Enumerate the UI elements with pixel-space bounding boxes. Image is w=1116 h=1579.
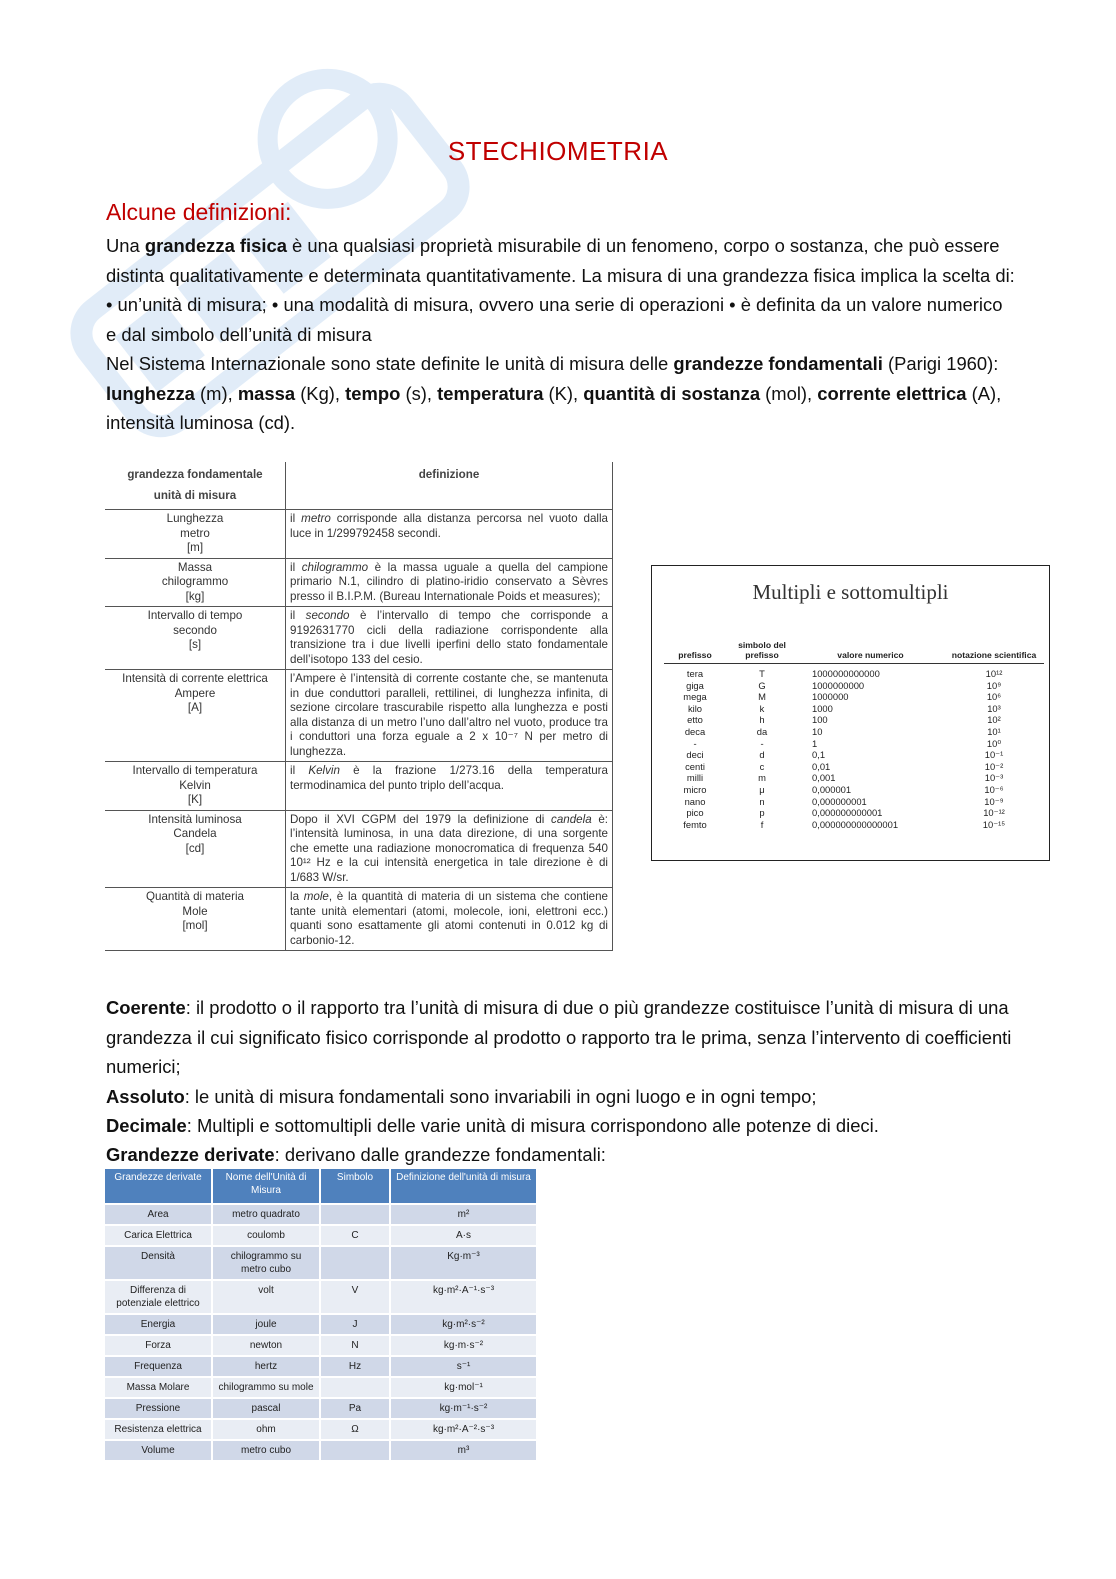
derived-row: [105, 1280, 537, 1314]
fund-sym: [s]: [188, 638, 202, 651]
fund-def-text: , è la quantità di materia di un sistema che contiene tante unità elementari (atomi, molecole, ioni, elettroni ecc.) quanti sono esattamente gli atomi contenuti in 0.012 kg di carbonio-12.: [290, 890, 608, 947]
fund-def-text: è la massa uguale a quella del campione primario N.1, cilindro di platino-iridio conservato a Sèvres presso il B.I.P.M. (Bureau Internationale Poids et measures);: [290, 560, 608, 603]
multiples-header: simbolo del prefisso: [726, 639, 798, 664]
fund-def-term: Kelvin: [308, 764, 340, 777]
fund-name: Intervallo di tempo: [147, 609, 243, 622]
fund-unit: metro: [180, 526, 210, 540]
multiples-row: [664, 784, 1044, 796]
multiples-prefix-symbol: c: [759, 760, 765, 772]
derived-symbol: C: [320, 1225, 390, 1246]
multiples-prefix-symbol: h: [759, 714, 765, 726]
derived-unit-name: newton: [212, 1335, 320, 1356]
derived-quantity: Area: [105, 1204, 212, 1225]
fund-def-term: candela: [551, 812, 592, 826]
derived-symbol: [320, 1377, 390, 1398]
multiples-prefix: kilo: [687, 702, 703, 714]
multiples-prefix: -: [693, 737, 697, 749]
fund-def-text: l’Ampere è l’intensità di corrente costante che, se mantenuta in due conduttori paralleli, rettilinei, di lunghezza infinita, di sezione circolare trascurabile rispetto alla lunghezza e posti alla distanza di un metro l’uno dall’altro nel vuoto, produce tra i conduttori una forza eguale a 2 x 10⁻⁷ N per metro di lunghezza.: [290, 672, 608, 758]
derived-symbol: [320, 1246, 390, 1280]
fund-name: Massa: [177, 560, 213, 574]
fund-row: [105, 888, 613, 951]
fund-sym: [mol]: [182, 919, 208, 932]
multiples-scientific-notation: 10²: [987, 714, 1001, 726]
derived-row: [105, 1225, 537, 1246]
derived-unit-name: joule: [212, 1314, 320, 1335]
multiples-numeric-value: 0,1: [812, 749, 826, 761]
multiples-box: [651, 565, 1050, 861]
fund-row: [105, 670, 613, 762]
fund-quantity-cell: [105, 670, 286, 762]
multiples-row: [664, 749, 1044, 761]
fund-definition-cell: [286, 510, 613, 559]
multiples-row: [664, 664, 1044, 680]
derived-quantity: Volume: [105, 1440, 212, 1460]
derived-definition: kg·m·s⁻²: [390, 1335, 537, 1356]
derived-header: Grandezze derivate: [105, 1169, 212, 1204]
fund-def-text: il: [290, 560, 302, 574]
multiples-numeric-value: 0,000000000000001: [812, 818, 899, 830]
fund-name: Intensità di corrente elettrica: [122, 672, 268, 685]
fund-row: [105, 607, 613, 670]
multiples-row: [664, 726, 1044, 738]
multiples-numeric-value: 1000000: [812, 691, 849, 703]
fund-def-term: chilogrammo: [301, 560, 369, 574]
derived-definition: m³: [390, 1440, 537, 1460]
multiples-scientific-notation: 10⁹: [986, 679, 1002, 691]
derived-definition: Kg·m⁻³: [390, 1246, 537, 1280]
fund-unit: Candela: [173, 827, 217, 840]
fund-quantity-cell: [105, 762, 286, 811]
multiples-prefix: femto: [683, 818, 707, 830]
fund-definition-cell: [286, 762, 613, 811]
derived-symbol: Hz: [320, 1356, 390, 1377]
multiples-header: valore numerico: [798, 639, 944, 664]
derived-definition: kg·m²·s⁻²: [390, 1314, 537, 1335]
derived-quantity: Resistenza elettrica: [105, 1419, 212, 1440]
multiples-prefix: etto: [687, 714, 703, 726]
derived-unit-name: pascal: [212, 1398, 320, 1419]
multiples-prefix: centi: [685, 760, 705, 772]
page-title: STECHIOMETRIA: [447, 136, 669, 166]
fund-header-col2: definizione: [286, 462, 613, 510]
multiples-prefix-symbol: M: [758, 691, 766, 703]
fund-def-text: il: [290, 764, 309, 777]
multiples-numeric-value: 0,000000001: [812, 795, 867, 807]
multiples-prefix: mega: [683, 691, 707, 703]
fund-quantity-cell: [105, 888, 286, 951]
multiples-numeric-value: 1000: [812, 702, 833, 714]
multiples-prefix-symbol: f: [760, 818, 764, 830]
derived-row: [105, 1356, 537, 1377]
fund-definition-cell: [286, 888, 613, 951]
multiples-numeric-value: 1000000000: [812, 679, 865, 691]
multiples-scientific-notation: 10⁻²: [984, 760, 1004, 772]
multiples-row: [664, 761, 1044, 773]
derived-row: [105, 1204, 537, 1225]
fund-definition-cell: [286, 607, 613, 670]
fund-def-text: il: [290, 609, 306, 622]
fund-unit: chilogrammo: [161, 575, 229, 588]
derived-row: [105, 1440, 537, 1460]
derived-quantity: Differenza di potenziale elettrico: [105, 1280, 212, 1314]
derived-unit-name: hertz: [212, 1356, 320, 1377]
fundamental-quantities-table: [105, 462, 613, 951]
derived-header: Nome dell'Unità di Misura: [212, 1169, 320, 1204]
multiples-numeric-value: 0,000000000001: [812, 807, 883, 819]
fund-definition-cell: [286, 810, 613, 888]
multiples-scientific-notation: 10⁶: [986, 691, 1002, 703]
multiples-prefix: tera: [686, 668, 704, 679]
fund-row: [105, 762, 613, 811]
multiples-scientific-notation: 10¹²: [985, 668, 1003, 679]
derived-quantity: Energia: [105, 1314, 212, 1335]
multiples-numeric-value: 0,000001: [812, 783, 852, 795]
multiples-prefix: deci: [686, 749, 704, 761]
multiples-row: [664, 796, 1044, 808]
multiples-numeric-value: 10: [812, 725, 823, 737]
fund-def-text: è la frazione 1/273.16 della temperatura termodinamica del punto triplo dell’acqua.: [290, 764, 608, 792]
derived-symbol: Ω: [320, 1419, 390, 1440]
derived-symbol: N: [320, 1335, 390, 1356]
derived-unit-name: chilogrammo su metro cubo: [212, 1246, 320, 1280]
multiples-scientific-notation: 10⁻¹²: [983, 807, 1005, 819]
derived-unit-name: chilogrammo su mole: [212, 1377, 320, 1398]
multiples-scientific-notation: 10³: [987, 702, 1001, 714]
fund-def-text: è: l’intensità luminosa, in una data direzione, di una sorgente che emette una radiazione monocromatica di frequenza 540 10¹² Hz e la cui intensità energetica in tale direzione è di 1/683 W/sr.: [290, 812, 609, 884]
derived-symbol: [320, 1204, 390, 1225]
multiples-numeric-value: 0,001: [812, 772, 836, 784]
multiples-header: notazione scientifica: [944, 639, 1044, 664]
multiples-scientific-notation: 10⁰: [986, 737, 1002, 749]
derived-unit-name: metro quadrato: [212, 1204, 320, 1225]
fund-sym: [m]: [186, 541, 204, 554]
derived-unit-name: volt: [212, 1280, 320, 1314]
derived-symbol: V: [320, 1280, 390, 1314]
intro-paragraph-2: Nel Sistema Internazionale sono state definite le unità di misura delle grandezze fondamentali (Parigi 1960): lunghezza (m), massa (Kg), tempo (s), temperatura (K), quantità di sostanza (mol), corrente elettrica (A), intensità luminosa (cd).: [106, 353, 1002, 433]
multiples-prefix-symbol: n: [759, 795, 765, 807]
multiples-prefix-symbol: p: [759, 807, 765, 819]
multiples-row: [664, 714, 1044, 726]
derived-row: [105, 1335, 537, 1356]
fund-unit: Mole: [182, 904, 208, 918]
fund-sym: [K]: [187, 793, 203, 806]
multiples-scientific-notation: 10¹: [987, 725, 1001, 737]
multiples-scientific-notation: 10⁻¹: [984, 749, 1004, 761]
multiples-prefix: milli: [686, 772, 704, 784]
derived-symbol: [320, 1440, 390, 1460]
multiples-prefix-symbol: G: [758, 679, 766, 691]
multiples-prefix: micro: [683, 783, 707, 795]
derived-definition: kg·m⁻¹·s⁻²: [390, 1398, 537, 1419]
assoluto-paragraph: Assoluto: le unità di misura fondamentali sono invariabili in ogni luogo e in ogni tempo;: [106, 1086, 817, 1107]
multiples-table: [664, 639, 1044, 830]
derived-header: Simbolo: [320, 1169, 390, 1204]
fund-unit: Ampere: [174, 686, 216, 700]
derived-symbol: Pa: [320, 1398, 390, 1419]
derived-row: [105, 1419, 537, 1440]
decimale-paragraph: Decimale: Multipli e sottomultipli delle varie unità di misura corrispondono alle potenze di dieci.: [106, 1115, 879, 1136]
derived-definition: s⁻¹: [390, 1356, 537, 1377]
multiples-prefix-symbol: T: [759, 668, 765, 679]
fund-def-text: corrisponde alla distanza percorsa nel vuoto dalla luce in 1/299792458 secondi.: [290, 512, 609, 540]
derived-quantity: Pressione: [105, 1398, 212, 1419]
derived-header: Definizione dell'unità di misura: [390, 1169, 537, 1204]
fund-def-text: la: [290, 890, 304, 903]
derived-row: [105, 1377, 537, 1398]
multiples-row: [664, 819, 1044, 831]
fund-row: [105, 558, 613, 607]
fund-sym: [kg]: [185, 589, 205, 603]
fund-definition-cell: [286, 670, 613, 762]
multiples-row: [664, 738, 1044, 750]
fund-unit: Kelvin: [179, 778, 211, 792]
fund-row: [105, 510, 613, 559]
derived-quantity: Carica Elettrica: [105, 1225, 212, 1246]
intro-paragraph-1: Una grandezza fisica è una qualsiasi proprietà misurabile di un fenomeno, corpo o sostanza, che può essere distinta qualitativamente e determinata quantitativamente. La misura di una grandezza fisica implica la scelta di: • un’unità di misura; • una modalità di misura, ovvero una serie di operazioni • è definita da un valore numerico e dal simbolo dell’unità di misura: [106, 235, 1015, 345]
derived-quantity: Massa Molare: [105, 1377, 212, 1398]
fund-name: Intensità luminosa: [148, 812, 242, 826]
fund-def-text: il: [290, 512, 302, 525]
multiples-prefix: pico: [686, 807, 704, 819]
fund-def-term: mole: [303, 890, 329, 903]
fund-quantity-cell: [105, 510, 286, 559]
multiples-scientific-notation: 10⁻¹⁵: [982, 818, 1006, 830]
derived-unit-name: coulomb: [212, 1225, 320, 1246]
fund-sym: [A]: [187, 701, 203, 714]
multiples-prefix: giga: [686, 679, 704, 691]
derived-row: [105, 1314, 537, 1335]
fund-def-term: metro: [301, 512, 331, 525]
fund-sym: [cd]: [185, 841, 205, 855]
multiples-prefix: deca: [684, 725, 706, 737]
derived-unit-name: metro cubo: [212, 1440, 320, 1460]
multiples-scientific-notation: 10⁻⁹: [984, 795, 1004, 807]
multiples-numeric-value: 1000000000000: [812, 668, 880, 679]
multiples-row: [664, 703, 1044, 715]
multiples-row: [664, 680, 1044, 692]
fund-name: Lunghezza: [166, 512, 224, 525]
multiples-row: [664, 807, 1044, 819]
fund-def-text: Dopo il XVI CGPM del 1979 la definizione di: [290, 812, 552, 826]
multiples-numeric-value: 100: [812, 714, 828, 726]
fund-definition-cell: [286, 558, 613, 607]
derivate-paragraph: Grandezze derivate: derivano dalle grandezze fondamentali:: [106, 1144, 606, 1165]
multiples-numeric-value: 1: [812, 737, 818, 749]
section-subtitle: Alcune definizioni:: [106, 199, 292, 225]
derived-definition: kg·mol⁻¹: [390, 1377, 537, 1398]
multiples-prefix-symbol: k: [759, 702, 765, 714]
derived-definition: kg·m²·A⁻¹·s⁻³: [390, 1280, 537, 1314]
multiples-scientific-notation: 10⁻⁶: [984, 783, 1004, 795]
fund-name: Intervallo di temperatura: [132, 764, 258, 777]
derived-row: [105, 1398, 537, 1419]
derived-row: [105, 1246, 537, 1280]
derived-quantity: Densità: [105, 1246, 212, 1280]
multiples-prefix: nano: [684, 795, 706, 807]
fund-quantity-cell: [105, 607, 286, 670]
derived-definition: A·s: [390, 1225, 537, 1246]
coerente-paragraph: Coerente: il prodotto o il rapporto tra l’unità di misura di due o più grandezze costituisce l’unità di misura di una grandezza il cui significato fisico corrisponde al prodotto o rapporto tra le prima, senza l’intervento di coefficienti numerici;: [106, 997, 1012, 1077]
derived-quantity: Forza: [105, 1335, 212, 1356]
fund-name: Quantità di materia: [146, 890, 244, 903]
derived-symbol: J: [320, 1314, 390, 1335]
fund-def-term: secondo: [305, 609, 350, 622]
multiples-prefix-symbol: d: [759, 749, 765, 761]
multiples-header: prefisso: [664, 639, 726, 664]
fund-quantity-cell: [105, 558, 286, 607]
fund-def-text: è l’intervallo di tempo che corrisponde a 9192631770 cicli della radiazione corrispondente alla transizione tra i due livelli iperfini dello stato fondamentale dell’isotopo 133 del cesio.: [290, 609, 608, 666]
derived-definition: m²: [390, 1204, 537, 1225]
fund-row: [105, 810, 613, 888]
multiples-prefix-symbol: m: [758, 772, 766, 784]
derived-unit-name: ohm: [212, 1419, 320, 1440]
multiples-scientific-notation: 10⁻³: [984, 772, 1004, 784]
multiples-prefix-symbol: μ: [759, 783, 765, 795]
derived-quantity: Frequenza: [105, 1356, 212, 1377]
fund-unit: secondo: [173, 623, 217, 637]
fund-header-col1: grandezza fondamentale unità di misura: [105, 462, 286, 510]
fund-quantity-cell: [105, 810, 286, 888]
multiples-numeric-value: 0,01: [812, 760, 831, 772]
multiples-title: Multipli e sottomultipli: [752, 580, 949, 604]
multiples-prefix-symbol: da: [756, 725, 768, 737]
derived-definition: kg·m²·A⁻²·s⁻³: [390, 1419, 537, 1440]
multiples-row: [664, 772, 1044, 784]
multiples-prefix-symbol: -: [760, 737, 764, 749]
multiples-row: [664, 691, 1044, 703]
derived-quantities-table: [105, 1169, 538, 1460]
